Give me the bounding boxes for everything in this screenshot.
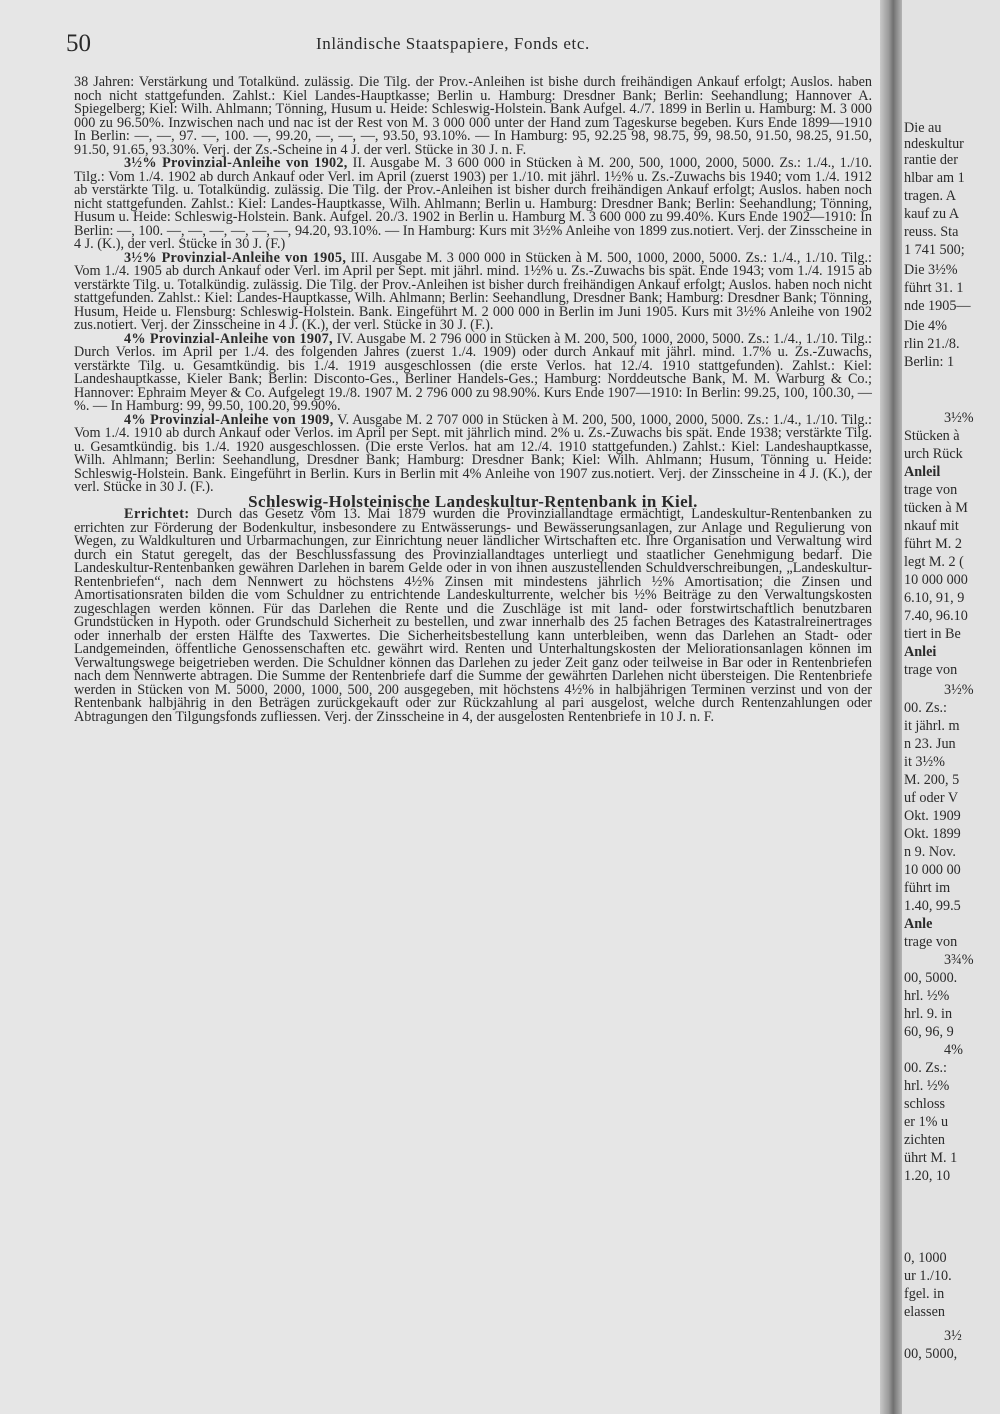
facing-page-line: 10 000 00 xyxy=(904,862,961,878)
facing-page-line: Anleil xyxy=(904,464,941,480)
facing-page-line: rlin 21./8. xyxy=(904,336,960,352)
facing-page-line: hrl. 9. in xyxy=(904,1006,953,1022)
loan-1909-heading: 4% Provinzial-Anleihe von 1909, xyxy=(124,411,334,428)
facing-page-line: tiert in Be xyxy=(904,626,961,642)
facing-page-line: 00, 5000, xyxy=(904,1346,958,1362)
facing-page-line: it 3½% xyxy=(904,754,945,770)
loan-1902-paragraph xyxy=(74,157,872,252)
loan-1902-heading: 3½% Provinzial-Anleihe von 1902, xyxy=(124,155,348,171)
facing-page-line: Anlei xyxy=(904,644,937,660)
facing-page-line: zichten xyxy=(904,1132,945,1148)
loan-1905-paragraph xyxy=(74,249,872,333)
facing-page-line: Anle xyxy=(904,916,933,932)
running-title: Inländische Staatspapiere, Fonds etc. xyxy=(316,34,590,53)
facing-page-line: n 9. Nov. xyxy=(904,844,956,860)
facing-page-line: Okt. 1899 xyxy=(904,826,961,842)
facing-page-line: führt M. 2 xyxy=(904,536,962,552)
facing-page-line: 3¾% xyxy=(944,952,974,968)
section-label: Errichtet: xyxy=(124,506,190,522)
facing-page-line: nkauf mit xyxy=(904,518,959,534)
loan-1902-text: II. Ausgabe M. 3 600 000 in Stücken à M. 200, 500, 1000, 2000, 5000. Zs.: 1./4., 1./10. Tilg.: Vom 1./4. 1902 ab durch Ankauf oder Verl. im April (zuerst 1903) per 1./10. mit jährl. 1½% u. Zs.-Zuwachs bis 1940; vom 1./4. 1912 ab verstärkte Tilg. u. Totalkündig. zulässig. Die Tilg. der Prov.-Anleihen ist bisher durch freihändigen Ankauf erfolgt; Auslos. haben noch nicht stattgefunden. Zahlst.: Kiel: Landes-Hauptkasse, Wilh. Ahlmann; Berlin u. Hamburg: Dresdner Bank; Berlin: Seehandlung; Tönning, Husum u. Heide: Schleswig-Holstein. Bank. Aufgel. 20./3. 1902 in Berlin u. Hamburg M. 3 600 000 zu 99.40%. Kurs Ende 1902—1910: In Berlin: —, 100. —, —, —, —, —, —, 94.20, 93.10%. — In Hamburg: Kurs mit 3½% Anleihe von 1899 zus.notiert. Verj. der Zinsscheine in 4 J. (K.), der verl. Stücke in 30 J. (F.) xyxy=(74,155,872,252)
facing-page-line: tücken à M xyxy=(904,500,968,516)
facing-page-line: Okt. 1909 xyxy=(904,808,961,824)
loan-1909-text: V. Ausgabe M. 2 707 000 in Stücken à M. 200, 500, 1000, 2000, 5000. Zs.: 1./4., 1./10. Tilg.: Vom 1./4. 1910 ab durch Ankauf oder Verlos. im April per Sept. mit jährlich mind. 2% u. Zs.-Zuwachs bis spät. Ende 1938; verstärkte Tilg. u. Gesamtkündig. bis 1./4. 1920 ausgeschlossen. (Die erste Verlos. hat am 12./4. 1910 stattgefunden.) Zahlst.: Kiel: Landeshauptkasse, Wilh. Ahlmann; Berlin: Seehandlung, Dresdner Bank; Hamburg: Dresdner Bank; Kiel: Wilh. Ahlmann; Husum, Tönning u. Heide: Schleswig-Holstein. Bank. Eingeführt in Berlin. Kurs in Berlin mit 4% Anleihe von 1907 zus.notiert. Verj. der Zinsscheine in 4 J. (K.), der verl. Stücke in 30 J. (F.). xyxy=(74,411,872,495)
facing-page-line: 00. Zs.: xyxy=(904,1060,947,1076)
facing-page-line: n 23. Jun xyxy=(904,736,956,752)
facing-page-line: 00. Zs.: xyxy=(904,700,947,716)
facing-page-line: Die 4% xyxy=(904,318,947,334)
facing-page-line: führt im xyxy=(904,880,951,896)
facing-page-line: 7.40, 96.10 xyxy=(904,608,968,624)
facing-page-line: 1.20, 10 xyxy=(904,1168,951,1184)
loan-1905-text: III. Ausgabe M. 3 000 000 in Stücken à M. 500, 1000, 2000, 5000. Zs.: 1./4., 1./10. Tilg.: Vom 1./4. 1905 ab durch Ankauf oder Verl. im April per Sept. mit jährl. mind. 1½% u. Zs.-Zuwachs bis spät. Ende 1943; vom 1./4. 1915 ab verstärkte Tilg. u. Totalkündig. zulässig. Die Tilg. der Prov.-Anleihen ist bisher durch freihändigen Ankauf erfolgt; Auslos. haben noch nicht stattgefunden. Zahlst.: Kiel: Landes-Hauptkasse, Wilh. Ahlmann; Berlin: Seehandlung, Dresdner Bank; Hamburg: Dresdner Bank; Tönning, Husum, Heide u. Flensburg: Schleswig-Holstein. Bank. Eingeführt M. 2 000 000 in Berlin im Juni 1905. Kurs mit 3½% Anleihe von 1902 zus.notiert. Verj. der Zinsscheine in 4 J. (K.), der verl. Stücke in 30 J. (F.). xyxy=(74,249,872,333)
facing-page-line: 3½ xyxy=(944,1328,962,1344)
facing-page-line: 1 741 500; xyxy=(904,242,965,258)
facing-page-line: er 1% u xyxy=(904,1114,949,1130)
facing-page-line: ührt M. 1 xyxy=(904,1150,958,1166)
section-paragraph xyxy=(74,508,872,724)
facing-page-line: 00, 5000. xyxy=(904,970,958,986)
facing-page-line: 4% xyxy=(944,1042,963,1058)
facing-page-line: hrl. ½% xyxy=(904,1078,950,1094)
facing-page-line: Die au xyxy=(904,120,942,136)
section-text: Durch das Gesetz vom 13. Mai 1879 wurden die Provinziallandtage ermächtigt, Landeskultur-Rentenbanken zu errichten zur Förderung der Bodenkultur, insbesondere zu Entwässerungs- und Bewässerungsanlagen, zur Anlage und Regulierung von Wegen, zu Waldkulturen und Urbarmachungen, zur Einrichtung neuer ländlicher Wirtschaften etc. Ihre Organisation und Verwaltung wird durch ein Statut geregelt, das der Beschlussfassung des Provinziallandtages unterliegt und staatlicher Genehmigung bedarf. Die Landeskultur-Rentenbanken gewähren Darlehen in barem Gelde oder in von ihnen auszustellenden Schuldverschreibungen, „Landeskultur-Rentenbriefen“, nach dem Nennwert zu höchstens 4½% Zinsen mit mindestens jährlich ½% Amortisation; die Zinsen und Amortisationsraten bilden die vom Schuldner zu entrichtende Landeskulturrente, welcher bis ½% Beiträge zu den Verwaltungskosten zugeschlagen werden können. Für das Darlehen die Rente und die Zuschläge ist mit land- oder forstwirtschaftlich benutzbaren Grundstücken in Hypoth. oder Grundschuld Sicherheit zu bestellen, und zwar innerhalb des 25 fachen Betrages des Katastralreinertrages oder innerhalb der ersten Hälfte des Taxwertes. Die Sicherheitsbestellung kann unterbleiben, wenn das Darlehen an Stadt- oder Landgemeinden, öffentliche Genossenschaften etc. gewährt wird. Renten und Unterhaltungskosten der Meliorationsanlagen können im Verwaltungswege beigetrieben werden. Die Schuldner können das Darlehen zu jeder Zeit ganz oder teilweise in Bar oder in Rentenbriefen nach dem Nennwerte abtragen. Die Summe der Rentenbriefe darf die Summe der gewährten Darlehen nicht übersteigen. Die Rentenbriefe werden in Stücken von M. 5000, 2000, 1000, 500, 200 ausgegeben, mit höchstens 4½% in halbjährigen Terminen verzinst und von der Rentenbank halbjährig in den Beträgen zurückgekauft oder zur Rückzahlung al pari ausgelost, welche durch Rentenzahlungen oder Abtragungen den Tilgungsfonds zufliessen. Verj. der Zinsscheine in 4, der ausgelosten Rentenbriefe in 10 J. n. F. xyxy=(74,506,873,725)
facing-page-line: 6.10, 91, 9 xyxy=(904,590,965,606)
facing-page-line: schloss xyxy=(904,1096,945,1112)
facing-page-line: 1.40, 99.5 xyxy=(904,898,961,914)
facing-page-line: uf oder V xyxy=(904,790,959,806)
continuation-paragraph: 38 Jahren: Verstärkung und Totalkünd. zulässig. Die Tilg. der Prov.-Anleihen ist bishe durch freihändigen Ankauf erfolgt; Auslos. haben noch nicht stattgefunden. Zahlst.: Kiel Landes-Hauptkasse; Berlin u. Hamburg: Dresdner Bank; Berlin: Seehandlung; Hannover A. Spiegelberg; Kiel: Wilh. Ahlmann; Tönning, Husum u. Heide: Schleswig-Holstein. Bank Aufgel. 4./7. 1899 in Berlin u. Hamburg: M. 3 000 000 zu 96.50%. Inzwischen nach und nac ist der Rest von M. 3 000 000 unter der Hand zum Tageskurse begeben. Kurs Ende 1899—1910 In Berlin: —, —, 97. —, 100. —, 99.20, —, —, —, 93.50, 93.10%. — In Hamburg: 95, 92.25 98, 98.75, 99, 98.50, 91.50, 98.25, 91.50, 91.50, 91.65, 93.30%. Verj. der Zs.-Scheine in 4 J. der verl. Stücke in 30 J. n. F. xyxy=(74,74,872,158)
facing-page-line: 60, 96, 9 xyxy=(904,1024,954,1040)
facing-page-line: Stücken à xyxy=(904,428,960,444)
loan-1907-heading: 4% Provinzial-Anleihe von 1907, xyxy=(124,330,333,347)
loan-1907-paragraph xyxy=(74,330,873,414)
facing-page-line: 10 000 000 xyxy=(904,572,968,588)
facing-page-line: ndeskultur xyxy=(904,136,964,152)
facing-page-line: ur 1./10. xyxy=(904,1268,952,1284)
facing-page-line: legt M. 2 ( xyxy=(904,554,964,570)
section-title: Schleswig-Holsteinische Landeskultur-Rentenbank in Kiel. xyxy=(248,491,698,511)
facing-page-line: it jährl. m xyxy=(904,718,960,734)
page-number: 50 xyxy=(66,30,91,57)
facing-page-line: Die 3½% xyxy=(904,262,958,278)
facing-page-line: trage von xyxy=(904,482,958,498)
facing-page-line: 3½% xyxy=(944,682,974,698)
facing-page-line: fgel. in xyxy=(904,1286,945,1302)
facing-page-line: nde 1905— xyxy=(904,298,971,314)
facing-page-line: hrl. ½% xyxy=(904,988,950,1004)
book-gutter xyxy=(880,0,902,1414)
facing-page-line: reuss. Sta xyxy=(904,224,959,240)
facing-page-line: 3½% xyxy=(944,410,974,426)
facing-page-line: elassen xyxy=(904,1304,945,1320)
facing-page-line: trage von xyxy=(904,662,958,678)
loan-1909-paragraph xyxy=(74,411,872,495)
facing-page-line: 0, 1000 xyxy=(904,1250,947,1266)
text-column xyxy=(74,76,872,724)
facing-page-line: urch Rück xyxy=(904,446,963,462)
facing-page-line: rantie der xyxy=(904,152,958,168)
facing-page-line: M. 200, 5 xyxy=(904,772,960,788)
facing-page-line: Berlin: 1 xyxy=(904,354,955,370)
facing-page-line: hlbar am 1 xyxy=(904,170,965,186)
facing-page-line: kauf zu A xyxy=(904,206,960,222)
page-header xyxy=(66,30,866,58)
facing-page-line: führt 31. 1 xyxy=(904,280,964,296)
facing-page-line: trage von xyxy=(904,934,958,950)
facing-page xyxy=(902,0,1000,1414)
loan-1907-text: IV. Ausgabe M. 2 796 000 in Stücken à M. 200, 500, 1000, 2000, 5000. Zs.: 1./4., 1./10. Tilg.: Durch Verlos. im April per 1./4. des folgenden Jahres (zuerst 1./4. 1909) oder durch Ankauf mit jährl. mind. 1.7% u. Zs.-Zuwachs, verstärkte Tilg. u. Gesamtkündig. bis 1./4. 1919 ausgeschlossen (die erste Verlos. hat 12./4. 1910 stattgefunden). Zahlst.: Kiel: Landeshauptkasse, Kieler Bank; Berlin: Disconto-Ges., Berliner Handels-Ges.; Hamburg: Norddeutsche Bank, M. M. Warburg & Co.; Hannover: Ephraim Meyer & Co. Aufgelegt 19./8. 1907 M. 2 796 000 zu 98.90%. Kurs Ende 1907—1910: In Berlin: 99.25, 100, 100.30, —%. — In Hamburg: 99, 99.50, 100.20, 99.90%. xyxy=(74,330,873,414)
loan-1905-heading: 3½% Provinzial-Anleihe von 1905, xyxy=(124,249,347,266)
facing-page-line: tragen. A xyxy=(904,188,957,204)
